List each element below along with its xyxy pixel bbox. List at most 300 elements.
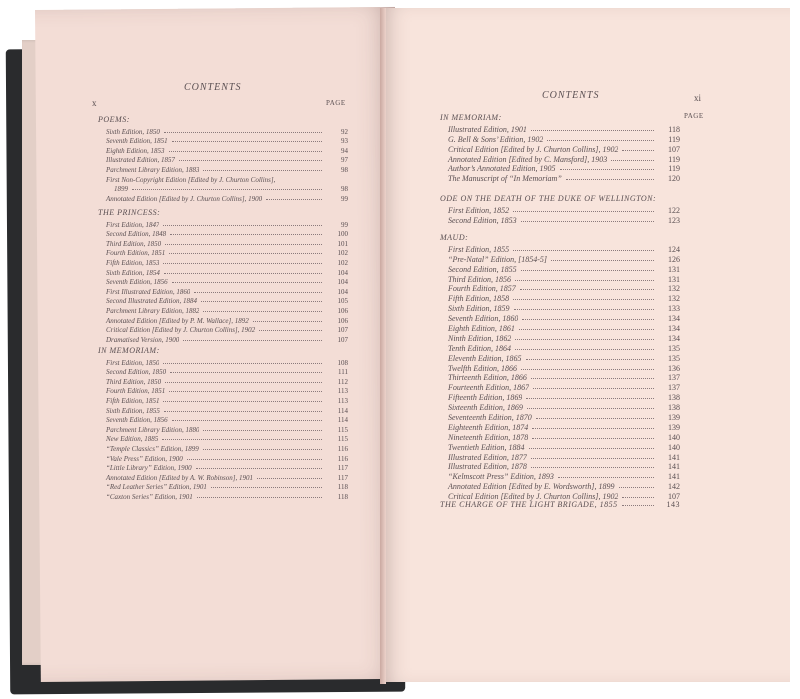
entry-title: The Manuscript of “In Memoriam”	[448, 174, 562, 184]
page-number: 107	[337, 326, 348, 335]
right-page-label: PAGE	[684, 112, 704, 120]
toc-entry[interactable]	[440, 293, 680, 303]
toc-entry[interactable]	[440, 462, 680, 472]
dot-leader	[211, 487, 322, 488]
entry-title: Ninth Edition, 1862	[448, 333, 512, 343]
dot-leader	[172, 420, 322, 421]
toc-entry[interactable]	[98, 472, 348, 482]
entry-title: Seventeenth Edition, 1870	[448, 413, 532, 423]
page-number: 115	[337, 435, 348, 444]
page-number: 119	[668, 154, 680, 164]
page-number: 137	[668, 373, 680, 383]
section-heading: THE PRINCESS:	[98, 208, 161, 217]
toc-entry[interactable]	[98, 386, 348, 396]
toc-entry[interactable]	[440, 144, 680, 154]
dot-leader	[172, 282, 322, 283]
page-number: 139	[668, 422, 680, 432]
page-number: 137	[668, 383, 680, 393]
toc-entry[interactable]	[440, 274, 680, 284]
entry-list	[440, 124, 680, 183]
dot-leader	[513, 211, 654, 212]
page-number: 107	[668, 492, 680, 502]
dot-leader	[532, 428, 654, 429]
dot-leader	[203, 430, 322, 431]
toc-entry[interactable]	[98, 219, 348, 229]
page-number: 99	[341, 220, 348, 229]
dot-leader	[163, 401, 322, 402]
entry-title: First Non-Copyright Edition [Edited by J. Churton Collins],	[106, 175, 276, 184]
dot-leader	[536, 418, 654, 419]
left-folio: x	[92, 98, 97, 108]
toc-entry[interactable]	[440, 343, 680, 353]
entry-title: Thirteenth Edition, 1866	[448, 373, 527, 383]
toc-entry[interactable]	[440, 264, 680, 274]
toc-entry[interactable]	[98, 443, 348, 453]
toc-entry[interactable]	[98, 325, 348, 335]
dot-leader	[527, 408, 654, 409]
entry-title: Critical Edition [Edited by J. Churton Collins], 1902	[106, 326, 256, 335]
entry-title: Fifth Edition, 1851	[106, 396, 160, 405]
page-number: 118	[668, 124, 680, 134]
dot-leader	[170, 234, 322, 235]
toc-entry[interactable]	[98, 257, 348, 267]
page-number: 93	[341, 137, 348, 146]
entry-title: Eighteenth Edition, 1874	[448, 422, 529, 432]
dot-leader	[259, 330, 322, 331]
entry-title: Third Edition, 1856	[448, 274, 512, 284]
entry-title: Author’s Annotated Edition, 1905	[448, 164, 556, 174]
dot-leader	[533, 388, 654, 389]
toc-entry[interactable]	[440, 363, 680, 373]
page-number: 118	[337, 492, 348, 501]
dot-leader	[165, 244, 322, 245]
toc-entry[interactable]	[98, 482, 348, 492]
page-number: 119	[668, 134, 680, 144]
entry-title: Third Edition, 1850	[106, 377, 162, 386]
page-number: 106	[337, 306, 348, 315]
page-number: 126	[668, 254, 680, 264]
page-number: 140	[668, 442, 680, 452]
entry-title: Nineteenth Edition, 1878	[448, 432, 529, 442]
page-number: 100	[337, 230, 348, 239]
toc-entry[interactable]	[440, 442, 680, 452]
left-page	[35, 7, 401, 682]
page-number: 102	[337, 258, 348, 267]
page-number: 120	[668, 174, 680, 184]
page-number: 114	[337, 416, 348, 425]
toc-entry[interactable]	[440, 373, 680, 383]
page-number: 92	[341, 127, 348, 136]
toc-entry[interactable]	[98, 395, 348, 405]
toc-entry[interactable]	[98, 434, 348, 444]
section-heading: IN MEMORIAM:	[98, 346, 160, 355]
dot-leader	[253, 321, 322, 322]
toc-entry[interactable]	[440, 471, 680, 481]
entry-title: Second Edition, 1848	[106, 230, 167, 239]
entry-title: G. Bell & Sons’ Edition, 1902	[448, 134, 544, 144]
dot-leader	[526, 398, 654, 399]
page-number: 118	[337, 483, 348, 492]
dot-leader	[201, 301, 322, 302]
toc-entry[interactable]	[98, 193, 348, 203]
dot-leader	[169, 391, 322, 392]
page-number: 142	[668, 482, 680, 492]
toc-entry[interactable]	[98, 405, 348, 415]
toc-entry[interactable]	[440, 303, 680, 313]
entry-title: Tenth Edition, 1864	[448, 343, 512, 353]
section-heading: ODE ON THE DEATH OF THE DUKE OF WELLINGTON:	[440, 194, 657, 203]
toc-entry[interactable]	[98, 174, 348, 184]
page-number: 122	[668, 205, 680, 215]
section-heading: POEMS:	[98, 115, 130, 124]
entry-title: “Vale Press” Edition, 1900	[106, 454, 183, 463]
page-number: 139	[668, 413, 680, 423]
dot-leader	[531, 378, 654, 379]
page-number: 123	[668, 215, 680, 225]
entry-title: “Temple Classics” Edition, 1899	[106, 444, 199, 453]
dot-leader	[521, 221, 654, 222]
dot-leader	[619, 487, 654, 488]
page-number: 134	[668, 324, 680, 334]
entry-title: First Edition, 1855	[448, 244, 510, 254]
page-number: 116	[337, 444, 348, 453]
entry-title: “Little Library” Edition, 1900	[106, 464, 192, 473]
dot-leader	[622, 150, 654, 151]
page-number: 138	[668, 393, 680, 403]
toc-entry[interactable]	[440, 422, 680, 432]
page-number: 131	[668, 274, 680, 284]
dot-leader	[172, 141, 322, 142]
entry-title: First Edition, 1852	[448, 205, 510, 215]
page-number: 141	[668, 472, 680, 482]
toc-entry[interactable]	[440, 452, 680, 462]
entry-list	[440, 205, 680, 225]
entry-title: Fourth Edition, 1851	[106, 249, 166, 258]
entry-title: 1899	[114, 185, 128, 194]
entry-title: Annotated Edition [Edited by A. W. Robinson], 1901	[106, 473, 253, 482]
toc-entry[interactable]	[98, 267, 348, 277]
dot-leader	[132, 189, 322, 190]
toc-entry[interactable]	[98, 491, 348, 501]
right-folio: xi	[694, 93, 702, 103]
page-number: 132	[668, 294, 680, 304]
entry-title: Critical Edition [Edited by J. Churton Collins], 1902	[448, 492, 619, 502]
entry-title: Parchment Library Edition, 1882	[106, 306, 200, 315]
toc-entry[interactable]	[98, 286, 348, 296]
toc-entry[interactable]	[98, 357, 348, 367]
dot-leader	[266, 199, 322, 200]
page-number: 102	[337, 249, 348, 258]
page-number: 133	[668, 304, 680, 314]
dot-leader	[515, 339, 654, 340]
entry-title: Third Edition, 1850	[106, 239, 162, 248]
toc-entry[interactable]	[440, 134, 680, 144]
dot-leader	[194, 292, 322, 293]
toc-entry[interactable]	[98, 424, 348, 434]
entry-title: Fifteenth Edition, 1869	[448, 393, 523, 403]
entry-title: Annotated Edition [Edited by J. Churton Collins], 1900	[106, 194, 263, 203]
dot-leader	[532, 438, 654, 439]
entry-title: Illustrated Edition, 1901	[448, 124, 527, 134]
page-number: 97	[341, 156, 348, 165]
dot-leader	[165, 382, 322, 383]
entry-title: “Red Leather Series” Edition, 1901	[106, 483, 207, 492]
toc-entry[interactable]	[98, 376, 348, 386]
page-number: 113	[337, 387, 348, 396]
entry-list	[440, 244, 680, 501]
entry-title: Fifth Edition, 1858	[448, 294, 510, 304]
dot-leader	[170, 372, 322, 373]
dot-leader	[514, 309, 654, 310]
section-heading-text: THE CHARGE OF THE LIGHT BRIGADE, 1855	[440, 500, 618, 509]
dot-leader	[196, 468, 322, 469]
entry-title: “Caxton Series” Edition, 1901	[106, 492, 193, 501]
entry-list	[98, 357, 348, 501]
section-heading: IN MEMORIAM:	[440, 113, 502, 122]
entry-title: Dramatised Version, 1900	[106, 335, 180, 344]
toc-entry[interactable]	[98, 184, 348, 194]
page-number: 107	[337, 335, 348, 344]
entry-title: Illustrated Edition, 1878	[448, 462, 527, 472]
toc-entry[interactable]	[440, 353, 680, 363]
dot-leader	[163, 225, 322, 226]
dot-leader	[515, 349, 654, 350]
dot-leader	[622, 500, 654, 506]
page-number: 113	[337, 396, 348, 405]
entry-title: Seventh Edition, 1856	[106, 278, 168, 287]
toc-entry[interactable]	[440, 173, 680, 183]
entry-title: Eighth Edition, 1853	[106, 146, 165, 155]
entry-title: Sixth Edition, 1854	[106, 268, 160, 277]
toc-entry[interactable]	[98, 155, 348, 165]
entry-title: Illustrated Edition, 1877	[448, 452, 527, 462]
entry-title: Fourth Edition, 1857	[448, 284, 516, 294]
page-number: 134	[668, 314, 680, 324]
entry-list	[98, 126, 348, 203]
dot-leader	[521, 369, 654, 370]
dot-leader	[515, 280, 654, 281]
page-number: 104	[337, 268, 348, 277]
gutter	[380, 8, 386, 684]
entry-title: First Edition, 1847	[106, 220, 160, 229]
entry-title: Sixth Edition, 1855	[106, 406, 160, 415]
entry-title: Annotated Edition [Edited by C. Mansford], 1903	[448, 154, 608, 164]
dot-leader	[622, 497, 654, 498]
dot-leader	[164, 273, 322, 274]
dot-leader	[519, 329, 654, 330]
section-heading: MAUD:	[440, 233, 469, 242]
toc-entry[interactable]	[98, 367, 348, 377]
page-number: 104	[337, 278, 348, 287]
page-number: 135	[668, 353, 680, 363]
toc-entry[interactable]	[98, 334, 348, 344]
dot-leader	[522, 319, 654, 320]
page-number: 98	[341, 185, 348, 194]
dot-leader	[162, 439, 322, 440]
entry-title: Twentieth Edition, 1884	[448, 442, 525, 452]
toc-entry[interactable]	[98, 305, 348, 315]
toc-entry[interactable]	[98, 136, 348, 146]
toc-entry[interactable]	[98, 277, 348, 287]
entry-title: Parchment Library Edition, 1880	[106, 425, 200, 434]
toc-entry[interactable]	[98, 296, 348, 306]
entry-title: Eleventh Edition, 1865	[448, 353, 522, 363]
entry-title: Seventh Edition, 1851	[106, 137, 168, 146]
entry-list	[98, 219, 348, 344]
dot-leader	[547, 140, 654, 141]
dot-leader	[187, 459, 322, 460]
dot-leader	[531, 467, 654, 468]
page-number: 117	[337, 473, 348, 482]
page-number: 112	[337, 377, 348, 386]
entry-title: Seventh Edition, 1856	[106, 416, 168, 425]
dot-leader	[566, 179, 654, 180]
entry-title: First Edition, 1850	[106, 358, 160, 367]
toc-entry[interactable]	[440, 244, 680, 254]
toc-entry[interactable]	[98, 453, 348, 463]
page-number: 135	[668, 343, 680, 353]
page-number: 116	[337, 454, 348, 463]
dot-leader	[169, 253, 322, 254]
entry-title: Second Edition, 1850	[106, 368, 167, 377]
entry-title: Fifth Edition, 1853	[106, 258, 160, 267]
page-number: 94	[341, 146, 348, 155]
entry-title: Seventh Edition, 1860	[448, 314, 519, 324]
dot-leader	[611, 160, 654, 161]
entry-title: Parchment Library Edition, 1883	[106, 165, 200, 174]
page-number: 117	[337, 464, 348, 473]
entry-title: New Edition, 1885	[106, 435, 159, 444]
entry-title: Second Edition, 1853	[448, 215, 517, 225]
toc-entry[interactable]	[98, 164, 348, 174]
dot-leader	[203, 170, 322, 171]
toc-entry[interactable]	[440, 284, 680, 294]
entry-title: Twelfth Edition, 1866	[448, 363, 517, 373]
left-running-head: CONTENTS	[184, 82, 242, 93]
dot-leader	[531, 458, 654, 459]
entry-title: First Illustrated Edition, 1860	[106, 287, 191, 296]
entry-title: Illustrated Edition, 1857	[106, 156, 176, 165]
dot-leader	[203, 449, 322, 450]
page-number: 114	[337, 406, 348, 415]
page-number: 101	[337, 239, 348, 248]
dot-leader	[179, 160, 322, 161]
toc-entry[interactable]	[440, 124, 680, 134]
dot-leader	[520, 289, 654, 290]
entry-title: “Pre-Natal” Edition, [1854-5]	[448, 254, 548, 264]
toc-entry[interactable]	[440, 392, 680, 402]
page-number: 99	[341, 194, 348, 203]
page-number: 106	[337, 316, 348, 325]
dot-leader	[164, 132, 322, 133]
entry-title: Critical Edition [Edited by J. Churton Collins], 1902	[448, 144, 619, 154]
page-number: 138	[668, 403, 680, 413]
page-number: 111	[338, 368, 348, 377]
toc-entry[interactable]	[440, 481, 680, 491]
entry-title: Sixteenth Edition, 1869	[448, 403, 523, 413]
page-number: 134	[668, 333, 680, 343]
toc-entry[interactable]	[98, 463, 348, 473]
toc-entry[interactable]	[440, 254, 680, 264]
dot-leader	[560, 169, 654, 170]
entry-title: Second Edition, 1855	[448, 264, 517, 274]
toc-entry[interactable]	[440, 402, 680, 412]
toc-entry[interactable]	[98, 238, 348, 248]
dot-leader	[169, 151, 322, 152]
dot-leader	[521, 270, 654, 271]
entry-title: Fourteenth Edition, 1867	[448, 383, 530, 393]
page-number: 105	[337, 297, 348, 306]
entry-title: Sixth Edition, 1859	[448, 304, 510, 314]
dot-leader	[529, 448, 654, 449]
dot-leader	[531, 130, 654, 131]
entry-title: “Kelmscott Press” Edition, 1893	[448, 472, 554, 482]
toc-entry[interactable]	[98, 415, 348, 425]
dot-leader	[197, 497, 322, 498]
page-number: 132	[668, 284, 680, 294]
page-number: 131	[668, 264, 680, 274]
toc-entry[interactable]	[98, 229, 348, 239]
entry-title: Fourth Edition, 1851	[106, 387, 166, 396]
toc-entry[interactable]	[98, 248, 348, 258]
page-number: 136	[668, 363, 680, 373]
dot-leader	[203, 311, 322, 312]
toc-entry[interactable]	[440, 164, 680, 174]
toc-entry[interactable]	[440, 333, 680, 343]
page-number: 104	[337, 287, 348, 296]
toc-entry[interactable]	[440, 205, 680, 215]
toc-entry[interactable]	[440, 215, 680, 225]
page-number: 124	[668, 244, 680, 254]
page-number: 98	[341, 165, 348, 174]
toc-entry[interactable]	[98, 145, 348, 155]
toc-entry[interactable]	[440, 382, 680, 392]
entry-title: Sixth Edition, 1850	[106, 127, 160, 136]
dot-leader	[526, 359, 654, 360]
section-heading	[440, 500, 680, 509]
dot-leader	[513, 250, 654, 251]
page-number: 108	[337, 358, 348, 367]
toc-entry[interactable]	[440, 323, 680, 333]
page-number: 143	[666, 500, 680, 509]
right-running-head: CONTENTS	[542, 90, 600, 101]
entry-title: Second Illustrated Edition, 1884	[106, 297, 197, 306]
left-page-label: PAGE	[326, 99, 346, 107]
dot-leader	[257, 478, 322, 479]
page-number: 141	[668, 462, 680, 472]
toc-entry[interactable]	[440, 432, 680, 442]
page-number: 119	[668, 164, 680, 174]
toc-entry[interactable]	[98, 126, 348, 136]
dot-leader	[551, 260, 654, 261]
toc-entry[interactable]	[440, 154, 680, 164]
toc-entry[interactable]	[440, 313, 680, 323]
toc-entry[interactable]	[440, 412, 680, 422]
dot-leader	[558, 477, 654, 478]
entry-title: Annotated Edition [Edited by E. Wordsworth], 1899	[448, 482, 615, 492]
dot-leader	[513, 299, 654, 300]
dot-leader	[164, 411, 322, 412]
toc-entry[interactable]	[98, 315, 348, 325]
dot-leader	[163, 363, 322, 364]
dot-leader	[163, 263, 322, 264]
entry-title: Eighth Edition, 1861	[448, 324, 515, 334]
page-number: 140	[668, 432, 680, 442]
page-number: 141	[668, 452, 680, 462]
entry-title: Annotated Edition [Edited by P. M. Wallace], 1892	[106, 316, 249, 325]
page-number: 107	[668, 144, 680, 154]
dot-leader	[183, 340, 322, 341]
